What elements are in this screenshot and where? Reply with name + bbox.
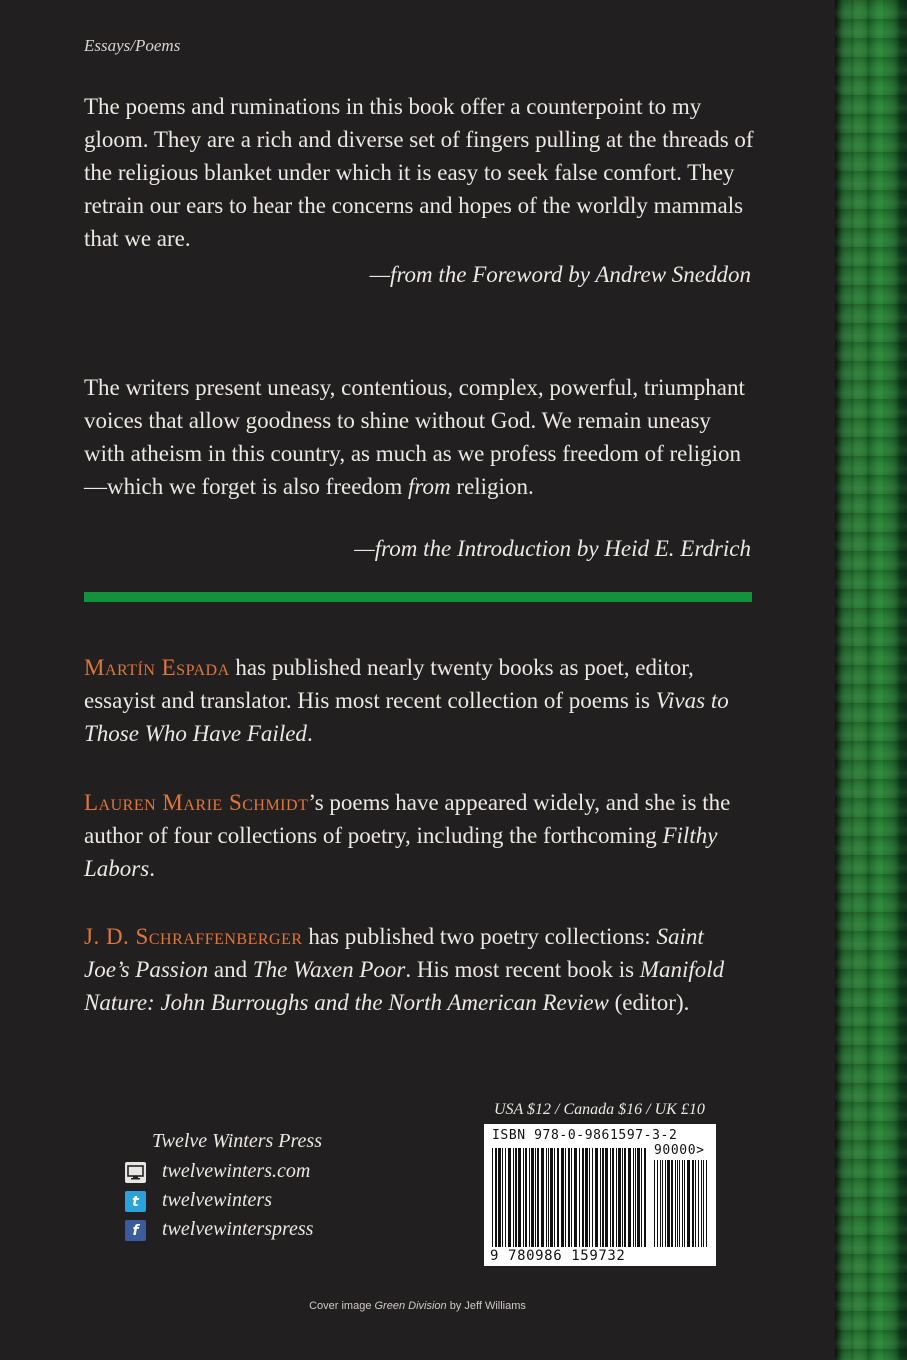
barcode-bar — [701, 1160, 702, 1247]
barcode-bar — [692, 1160, 694, 1247]
barcode-bar — [679, 1160, 680, 1247]
barcode-bar — [633, 1148, 634, 1247]
barcode-bar — [675, 1160, 676, 1247]
barcode-bar — [589, 1148, 590, 1247]
barcode-bar — [662, 1160, 663, 1247]
author-name: J. D. Schraffenberger — [84, 924, 303, 949]
barcode-bar — [703, 1160, 704, 1247]
barcode-bar — [585, 1148, 588, 1247]
barcode-bar — [529, 1148, 530, 1247]
barcode-bar — [550, 1148, 553, 1247]
barcode-addon-bars — [654, 1160, 709, 1247]
introduction-attribution: —from the Introduction by Heid E. Erdrich — [354, 536, 751, 561]
publisher-website-link[interactable]: twelvewinters.com — [125, 1160, 385, 1186]
barcode-bar — [660, 1160, 661, 1247]
barcode-bar — [682, 1160, 683, 1247]
twitter-icon: t — [125, 1191, 146, 1212]
monitor-icon — [125, 1162, 146, 1183]
ean-number: 9 780986 159732 — [490, 1248, 626, 1264]
publisher-name: Twelve Winters Press — [152, 1130, 322, 1152]
publisher-facebook-link[interactable]: f twelvewinterspress — [125, 1218, 385, 1244]
foreword-quote: The poems and ruminations in this book offer a counterpoint to my gloom. They are a rich and diverse set of fingers pulling at the threads of the religious blanket under which it is easy to seek false comfort. They retrain our ears to hear the concerns and hopes of the worldly mammals that we are. — [84, 94, 754, 251]
barcode-bar — [671, 1160, 673, 1247]
barcode-bar — [537, 1148, 539, 1247]
barcode-bars — [492, 1148, 647, 1247]
genre-label: Essays/Poems — [84, 36, 181, 55]
bio-schmidt: Lauren Marie Schmidt’s poems have appeared widely, and she is the author of four collections of poetry, including the forthcoming Filthy Labors. — [84, 790, 731, 881]
barcode-bar — [610, 1148, 611, 1247]
barcode-bar — [605, 1148, 608, 1247]
barcode-bar — [505, 1148, 506, 1247]
barcode-bar — [535, 1148, 536, 1247]
barcode-bar — [618, 1148, 621, 1247]
barcode-bar — [592, 1148, 593, 1247]
barcode-bar — [541, 1148, 544, 1247]
facebook-icon: f — [125, 1220, 146, 1241]
isbn-barcode — [484, 1124, 716, 1266]
green-texture-spine — [835, 0, 907, 1360]
barcode-bar — [657, 1160, 658, 1247]
barcode-bar — [582, 1148, 584, 1247]
barcode-bar — [695, 1160, 696, 1247]
barcode-bar — [600, 1148, 601, 1247]
barcode-bar — [515, 1148, 517, 1247]
barcode-bar — [641, 1148, 642, 1247]
barcode-bar — [677, 1160, 678, 1247]
barcode-bar — [637, 1148, 640, 1247]
barcode-addon-number: 90000> — [654, 1143, 705, 1158]
barcode-bar — [554, 1148, 555, 1247]
barcode-bar — [571, 1148, 572, 1247]
barcode-bar — [492, 1148, 493, 1247]
barcode-bar — [579, 1148, 580, 1247]
foreword-attribution: —from the Foreword by Andrew Sneddon — [369, 262, 751, 287]
barcode-bar — [561, 1148, 564, 1247]
barcode-bar — [654, 1160, 655, 1247]
bio-espada: Martín Espada has published nearly twenty books as poet, editor, essayist and translator. His most recent collection of poems is Vivas to Those Who Have Failed. — [84, 655, 729, 746]
barcode-bar — [565, 1148, 566, 1247]
barcode-bar — [684, 1160, 685, 1247]
barcode-bar — [612, 1148, 614, 1247]
barcode-bar — [624, 1148, 626, 1247]
price-label: USA $12 / Canada $16 / UK £10 — [494, 1101, 705, 1118]
barcode-bar — [616, 1148, 617, 1247]
barcode-bar — [568, 1148, 570, 1247]
bio-schraffenberger: J. D. Schraffenberger has published two poetry collections: Saint Joe’s Passion and The Waxen Poor. His most recent book is Manifold Nature: John Burroughs and the North American Review (editor). — [84, 924, 725, 1015]
barcode-bar — [508, 1148, 511, 1247]
barcode-bar — [574, 1148, 577, 1247]
barcode-bar — [602, 1148, 604, 1247]
barcode-bar — [595, 1148, 598, 1247]
barcode-bar — [698, 1160, 699, 1247]
barcode-bar — [628, 1148, 631, 1247]
barcode-bar — [548, 1148, 549, 1247]
barcode-bar — [498, 1148, 501, 1247]
barcode-bar — [667, 1160, 670, 1247]
barcode-bar — [531, 1148, 534, 1247]
barcode-bar — [557, 1148, 559, 1247]
isbn-label: ISBN 978-0-9861597-3-2 — [492, 1128, 678, 1143]
barcode-bar — [635, 1148, 636, 1247]
introduction-quote: The writers present uneasy, contentious, complex, powerful, triumphant voices that allow goodness to shine without God. We remain uneasy with atheism in this country, as much as we profess freedom of religion—which we forget is also freedom from religion. — [84, 375, 745, 499]
barcode-bar — [523, 1148, 524, 1247]
green-divider — [84, 592, 752, 602]
barcode-bar — [706, 1160, 707, 1247]
cover-credit: Cover image Green Division by Jeff Williams — [309, 1300, 526, 1312]
barcode-bar — [513, 1148, 514, 1247]
barcode-bar — [622, 1148, 623, 1247]
barcode-bar — [687, 1160, 690, 1247]
barcode-bar — [502, 1148, 503, 1247]
publisher-twitter-link[interactable]: t twelvewinters — [125, 1189, 385, 1215]
author-name: Martín Espada — [84, 655, 230, 680]
barcode-bar — [525, 1148, 527, 1247]
barcode-bar — [495, 1148, 497, 1247]
barcode-bar — [518, 1148, 521, 1247]
barcode-bar — [665, 1160, 666, 1247]
author-name: Lauren Marie Schmidt — [84, 790, 309, 815]
barcode-bar — [644, 1148, 646, 1247]
barcode-bar — [546, 1148, 547, 1247]
